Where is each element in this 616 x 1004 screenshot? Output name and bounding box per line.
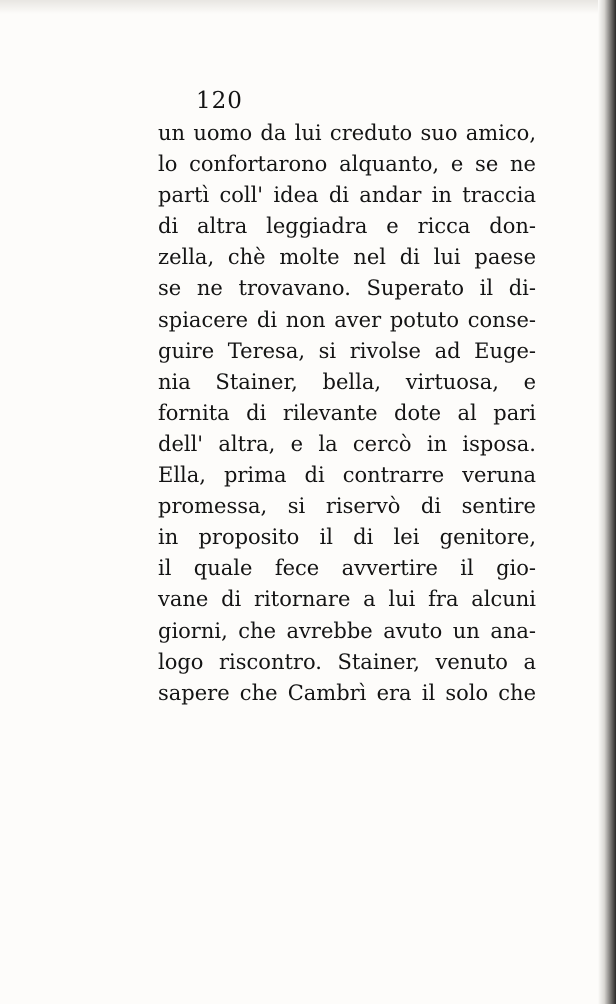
page-binding-edge bbox=[598, 0, 616, 1004]
text-line: giorni, che avrebbe avuto un ana- bbox=[158, 618, 536, 643]
text-line: nia Stainer, bella, virtuosa, e bbox=[158, 369, 536, 394]
text-line: fornita di rilevante dote al pari bbox=[158, 400, 536, 425]
text-line: vane di ritornare a lui fra alcuni bbox=[158, 587, 536, 612]
text-line: in proposito il di lei genitore, bbox=[158, 525, 536, 550]
text-line: un uomo da lui creduto suo amico, bbox=[158, 121, 536, 145]
text-line: logo riscontro. Stainer, venuto a bbox=[158, 649, 536, 674]
text-line: Ella, prima di contrarre veruna bbox=[158, 463, 536, 488]
text-line: guire Teresa, si rivolse ad Euge- bbox=[158, 338, 536, 363]
page-top-shadow bbox=[0, 0, 616, 14]
text-line: promessa, si riservò di sentire bbox=[158, 494, 536, 519]
text-line: lo confortarono alquanto, e se ne bbox=[158, 152, 536, 177]
text-line: spiacere di non aver potuto conse- bbox=[158, 307, 536, 332]
text-line: se ne trovavano. Superato il di- bbox=[158, 276, 536, 301]
text-line: partì coll' idea di andar in traccia bbox=[158, 183, 536, 208]
text-line: zella, chè molte nel di lui paese bbox=[158, 245, 536, 270]
text-line: di altra leggiadra e ricca don- bbox=[158, 214, 536, 239]
page-number: 120 bbox=[196, 88, 243, 114]
text-line: il quale fece avvertire il gio- bbox=[158, 556, 536, 581]
body-text bbox=[158, 118, 536, 709]
text-line: sapere che Cambrì era il solo che bbox=[158, 680, 536, 705]
text-line: dell' altra, e la cercò in isposa. bbox=[158, 431, 536, 456]
